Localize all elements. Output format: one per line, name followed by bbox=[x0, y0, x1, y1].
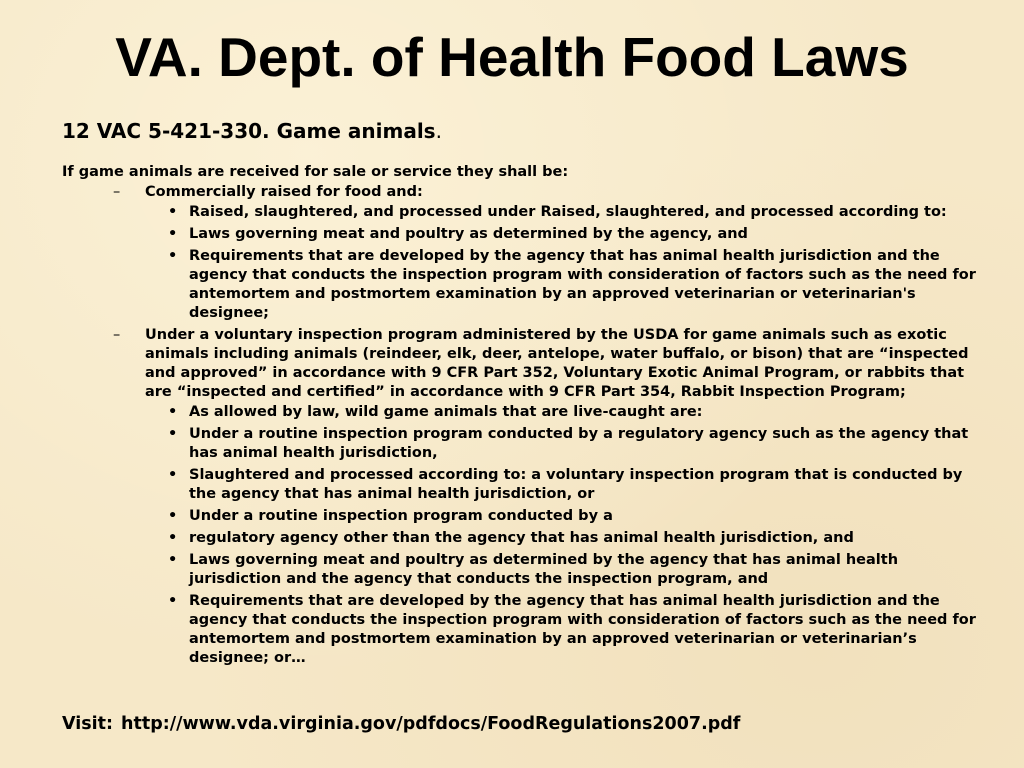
list-item-level-3 bbox=[62, 551, 992, 589]
list-item-text: Laws governing meat and poultry as determined by the agency that has animal health jurisdiction and the agency that conducts the inspection program, and bbox=[189, 552, 899, 587]
list-item-text: As allowed by law, wild game animals that are live-caught are: bbox=[189, 404, 703, 420]
bullet-marker: • bbox=[168, 248, 178, 264]
dash-marker: – bbox=[113, 184, 121, 200]
list-item-text: Under a voluntary inspection program administered by the USDA for game animals such as exotic animals including animals (reindeer, elk, deer, antelope, water buffalo, or bison) that are “inspected and approved” in accordance with 9 CFR Part 352, Voluntary Exotic Animal Program, or rabbits that are “inspected and certified” in accordance with 9 CFR Part 354, Rabbit Inspection Program; bbox=[145, 327, 969, 400]
list-item-level-2 bbox=[62, 183, 992, 202]
bullet-marker: • bbox=[168, 552, 178, 568]
list-item-text: Under a routine inspection program conducted by a bbox=[189, 508, 613, 524]
list-item-level-2 bbox=[62, 326, 992, 402]
list-item-level-3 bbox=[62, 592, 992, 668]
visit-line bbox=[62, 710, 740, 738]
list-item-level-3 bbox=[62, 466, 992, 504]
bullet-marker: • bbox=[168, 204, 178, 220]
list-item-level-3 bbox=[62, 203, 992, 222]
bullet-marker: • bbox=[168, 508, 178, 524]
list-item-level-3 bbox=[62, 247, 992, 323]
list-item-text: regulatory agency other than the agency that has animal health jurisdiction, and bbox=[189, 530, 854, 546]
bullet-marker: • bbox=[168, 426, 178, 442]
slide-title: VA. Dept. of Health Food Laws bbox=[115, 26, 909, 88]
bullet-marker: • bbox=[168, 467, 178, 483]
list-item-text: Commercially raised for food and: bbox=[145, 184, 423, 200]
visit-url: http://www.vda.virginia.gov/pdfdocs/FoodRegulations2007.pdf bbox=[121, 714, 741, 734]
list-item-text: Slaughtered and processed according to: a voluntary inspection program that is conducted by the agency that has animal health jurisdiction, or bbox=[189, 467, 963, 502]
list-item-text: Requirements that are developed by the agency that has animal health jurisdiction and the agency that conducts the inspection program with consideration of factors such as the need for antemortem and postmortem examination by an approved veterinarian or veterinarian's designee; bbox=[189, 248, 976, 321]
list-item-level-3 bbox=[62, 529, 992, 548]
list-item-level-3 bbox=[62, 225, 992, 244]
regulation-heading-text: 12 VAC 5-421-330. Game animals bbox=[62, 119, 436, 143]
regulation-heading-period: . bbox=[435, 119, 442, 143]
bullet-marker: • bbox=[168, 404, 178, 420]
list-item-level-3 bbox=[62, 425, 992, 463]
list-item-text: Under a routine inspection program conducted by a regulatory agency such as the agency that has animal health jurisdiction, bbox=[189, 426, 969, 461]
visit-label: Visit: bbox=[62, 714, 114, 734]
list-item-level-3 bbox=[62, 403, 992, 422]
regulation-body bbox=[62, 163, 992, 671]
regulation-heading bbox=[62, 116, 442, 146]
bullet-marker: • bbox=[168, 593, 178, 609]
dash-marker: – bbox=[113, 327, 121, 343]
intro-text: If game animals are received for sale or service they shall be: bbox=[62, 164, 569, 180]
bullet-marker: • bbox=[168, 530, 178, 546]
list-item-level-3 bbox=[62, 507, 992, 526]
list-item-text: Laws governing meat and poultry as determined by the agency, and bbox=[189, 226, 748, 242]
bullet-marker: • bbox=[168, 226, 178, 242]
list-item-text: Raised, slaughtered, and processed under Raised, slaughtered, and processed according to: bbox=[189, 204, 947, 220]
list-item-text: Requirements that are developed by the agency that has animal health jurisdiction and the agency that conducts the inspection program with consideration of factors such as the need for antemortem and postmortem examination by an approved veterinarian or veterinarian’s designee; or… bbox=[189, 593, 976, 666]
